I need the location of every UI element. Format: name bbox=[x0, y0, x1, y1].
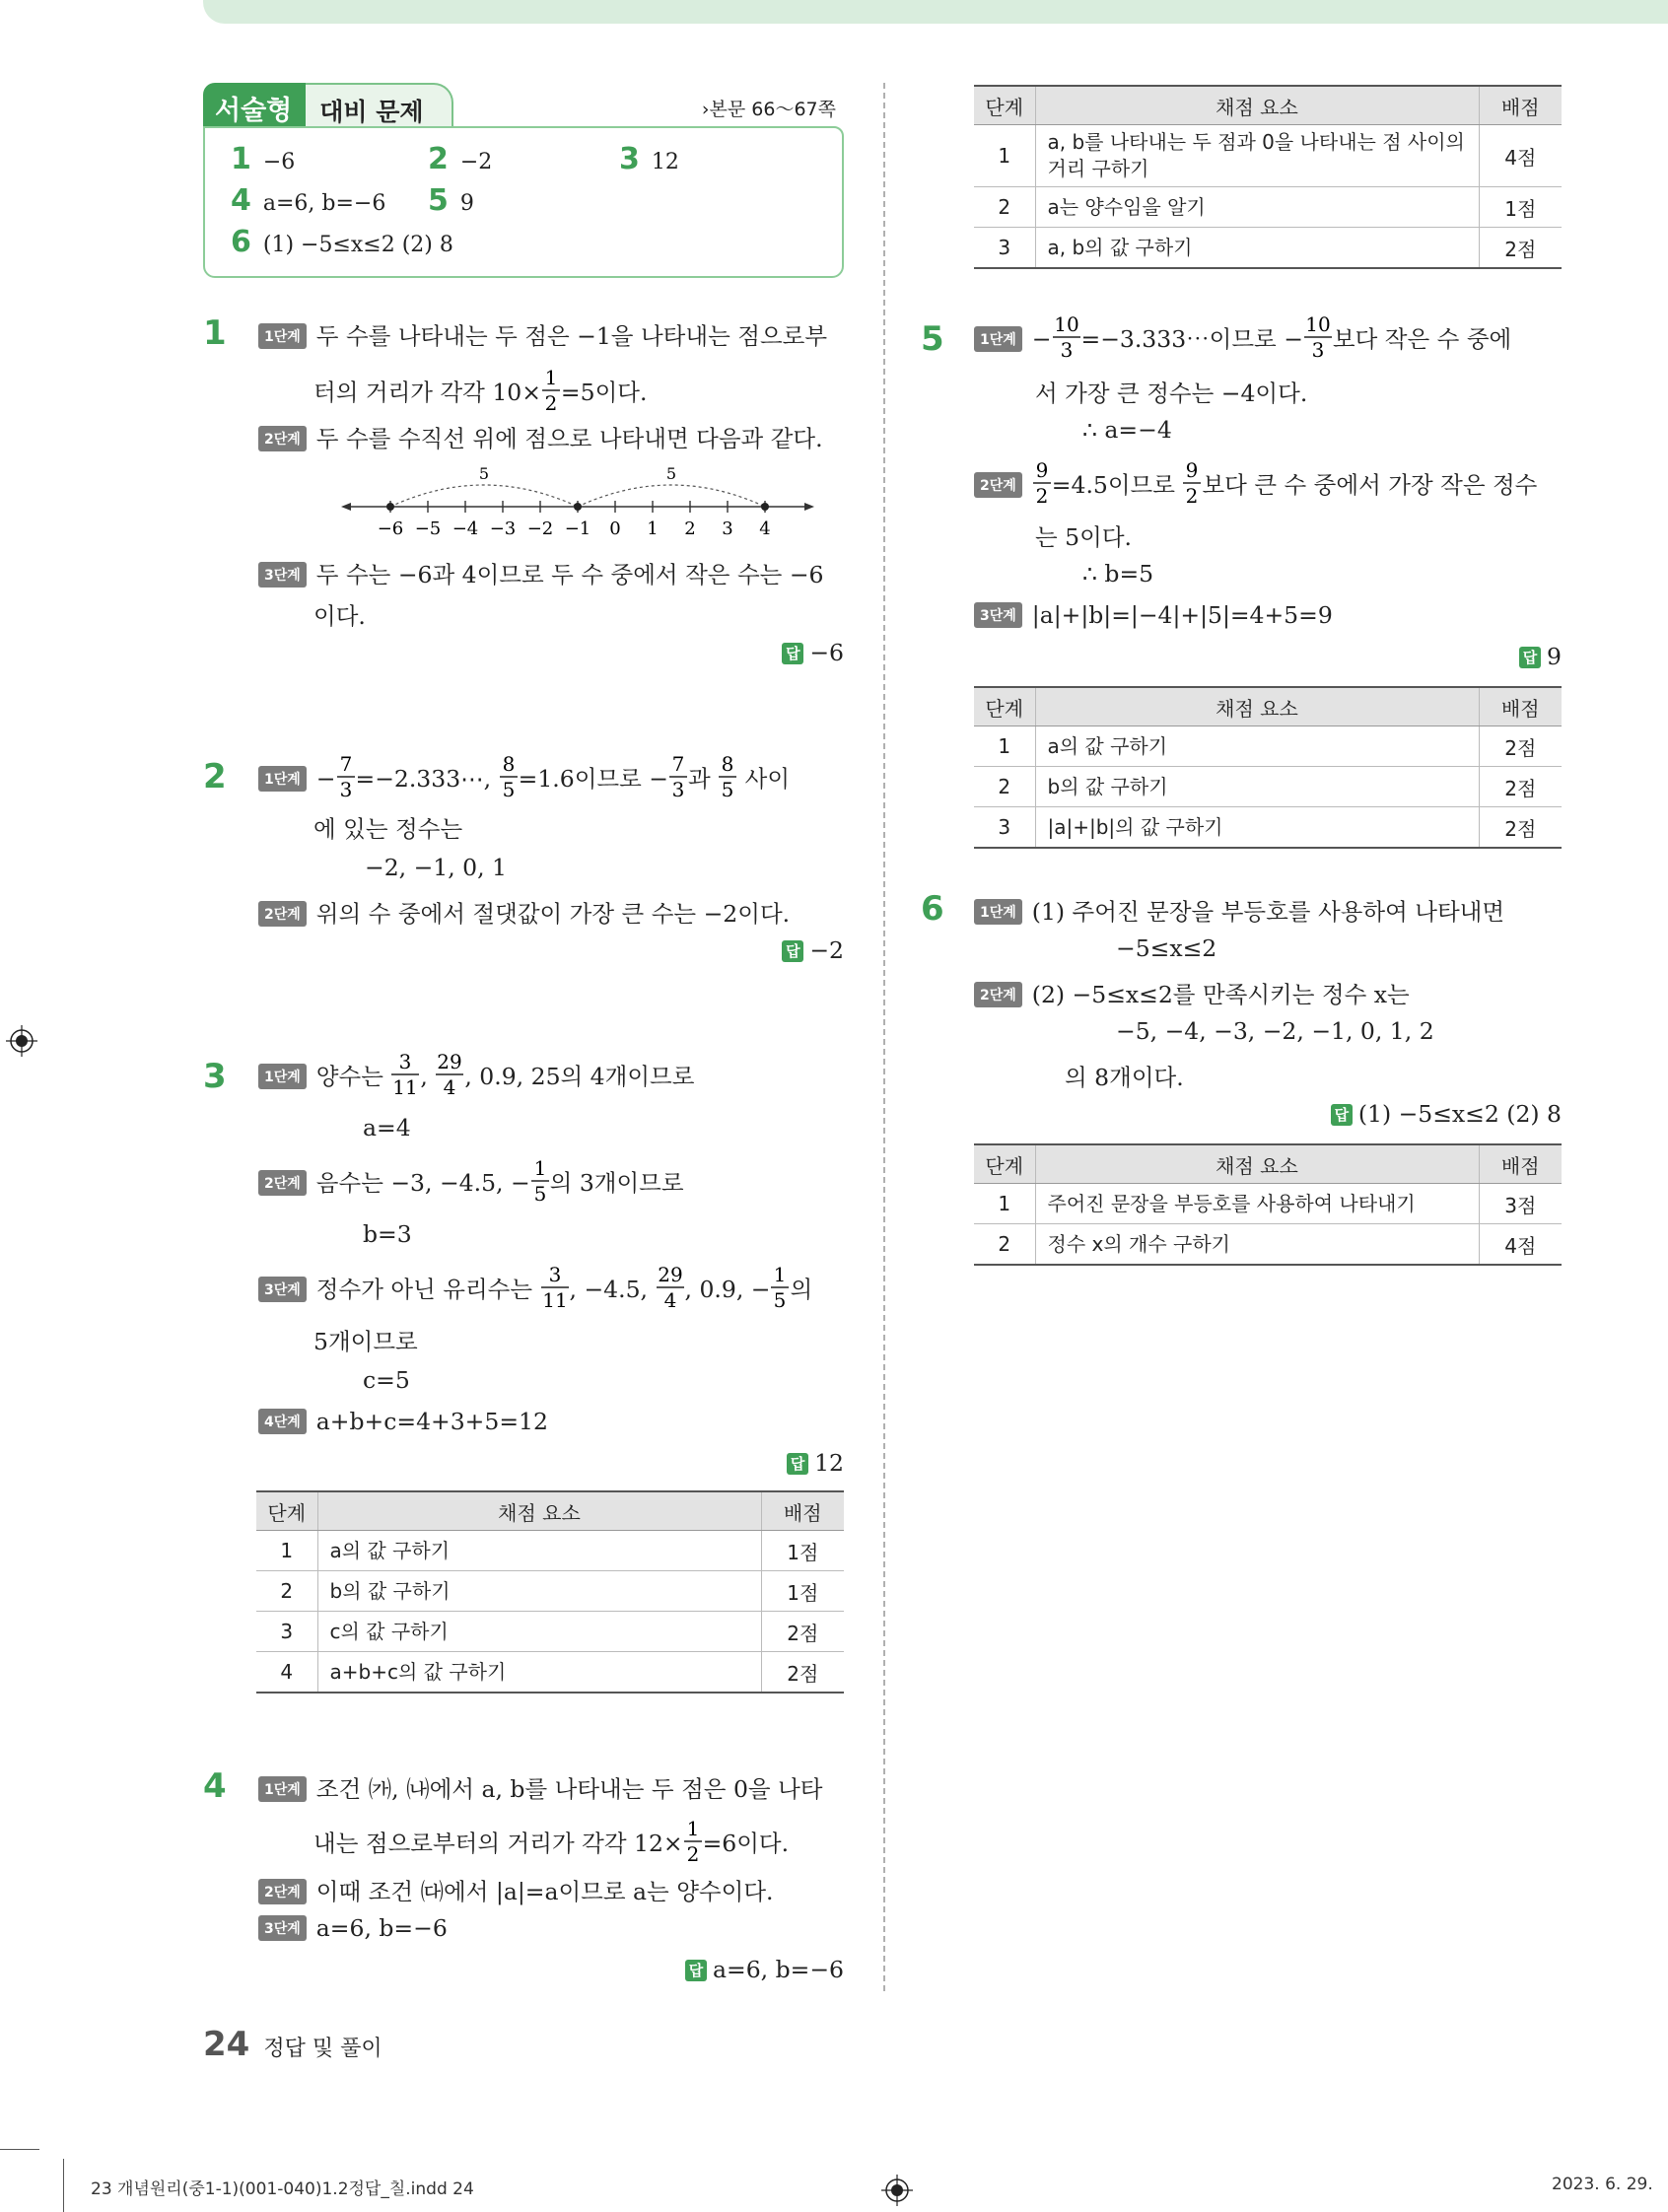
point bbox=[761, 503, 769, 511]
summary-item: 5 9 bbox=[428, 183, 474, 218]
answer: 답 −2 bbox=[782, 936, 844, 964]
solution-line: 2단계 위의 수 중에서 절댓값이 가장 큰 수는 −2이다. bbox=[258, 895, 790, 929]
table-row: 4 a+b+c의 값 구하기 2점 bbox=[256, 1652, 844, 1694]
solution-line: 3단계 두 수는 −6과 4이므로 두 수 중에서 작은 수는 −6 bbox=[258, 556, 823, 589]
svg-text:1: 1 bbox=[774, 1264, 787, 1286]
answer: 답 −6 bbox=[782, 639, 844, 666]
svg-text:2: 2 bbox=[686, 1842, 699, 1866]
tick-label: −1 bbox=[564, 518, 591, 539]
fraction bbox=[530, 1157, 550, 1207]
solution-line: 1단계 − 10 3 =−3.333⋯이므로 − 10 3 보다 작은 수 중에 bbox=[974, 313, 1511, 363]
table-row: 2 정수 x의 개수 구하기 4점 bbox=[974, 1224, 1562, 1266]
crop-mark bbox=[0, 2149, 39, 2150]
table-row: 3 c의 값 구하기 2점 bbox=[256, 1612, 844, 1652]
answer: 답 9 bbox=[1519, 643, 1562, 670]
problem-number: 4 bbox=[203, 1766, 227, 1806]
solution-line: 1단계 (1) 주어진 문장을 부등호를 사용하여 나타내면 bbox=[974, 893, 1504, 927]
summary-item: 1 −6 bbox=[231, 142, 296, 176]
summary-tab-sub: 대비 문제 bbox=[306, 83, 452, 128]
summary-tab-main: 서술형 bbox=[203, 83, 306, 128]
fraction bbox=[541, 367, 561, 416]
tick-label: 1 bbox=[647, 518, 659, 539]
svg-text:7: 7 bbox=[671, 753, 685, 776]
table-row: 3 a, b의 값 구하기 2점 bbox=[974, 228, 1562, 269]
svg-text:4: 4 bbox=[443, 1075, 456, 1099]
table-row: 3 |a|+|b|의 값 구하기 2점 bbox=[974, 807, 1562, 849]
fraction bbox=[668, 753, 688, 802]
answer: 답 (1) −5≤x≤2 (2) 8 bbox=[1331, 1100, 1562, 1128]
solution-line: 3단계 정수가 아닌 유리수는 3 11 , −4.5, 29 4 , 0.9, − 1 5 의 bbox=[258, 1264, 812, 1313]
solution-line: 1단계 조건 ㈎, ㈏에서 a, b를 나타내는 두 점은 0을 나타 bbox=[258, 1770, 823, 1804]
svg-text:29: 29 bbox=[657, 1264, 683, 1286]
fraction bbox=[540, 1264, 570, 1313]
svg-text:11: 11 bbox=[392, 1075, 419, 1099]
problem-number: 5 bbox=[921, 319, 944, 359]
svg-text:5: 5 bbox=[774, 1288, 787, 1312]
tick-label: 0 bbox=[609, 518, 621, 539]
page-number: 24 bbox=[203, 2025, 250, 2064]
fraction bbox=[435, 1051, 464, 1100]
svg-text:3: 3 bbox=[1311, 338, 1325, 362]
svg-text:10: 10 bbox=[1305, 313, 1331, 336]
solution-line: 2단계 이때 조건 ㈐에서 |a|=a이므로 a는 양수이다. bbox=[258, 1873, 774, 1906]
answer: 답 a=6, b=−6 bbox=[685, 1956, 844, 1983]
solution-line: 1단계 두 수를 나타내는 두 점은 −1을 나타내는 점으로부 bbox=[258, 317, 827, 351]
solution-line: 내는 점으로부터의 거리가 각각 12× 1 2 =6이다. bbox=[313, 1818, 790, 1866]
svg-text:8: 8 bbox=[721, 753, 734, 776]
problem-number: 2 bbox=[203, 757, 227, 796]
solution-line: 에 있는 정수는 bbox=[313, 815, 463, 843]
solution-line: a=4 bbox=[363, 1114, 411, 1141]
solution-line: 이다. bbox=[313, 602, 366, 630]
svg-text:5: 5 bbox=[502, 778, 515, 801]
solution-line: 4단계 a+b+c=4+3+5=12 bbox=[258, 1408, 548, 1435]
solution-line: 3단계 |a|+|b|=|−4|+|5|=4+5=9 bbox=[974, 601, 1333, 629]
answer-icon: 답 bbox=[787, 1453, 808, 1475]
solution-line: 1단계 양수는 3 11 , 29 4 , 0.9, 25의 4개이므로 bbox=[258, 1051, 694, 1100]
answer: 답 12 bbox=[787, 1449, 844, 1477]
summary-item: 3 12 bbox=[619, 142, 679, 176]
tick-label: −4 bbox=[452, 518, 479, 539]
solution-line: b=3 bbox=[363, 1220, 412, 1248]
svg-text:2: 2 bbox=[544, 391, 558, 415]
svg-text:9: 9 bbox=[1186, 459, 1199, 482]
solution-line: 2단계 (2) −5≤x≤2를 만족시키는 정수 x는 bbox=[974, 976, 1410, 1009]
table-row: 2 b의 값 구하기 2점 bbox=[974, 767, 1562, 807]
solution-line: 2단계 9 2 =4.5이므로 9 2 보다 큰 수 중에서 가장 작은 정수 bbox=[974, 459, 1537, 509]
registration-mark-icon bbox=[6, 1025, 37, 1057]
svg-text:1: 1 bbox=[544, 367, 558, 389]
svg-text:7: 7 bbox=[339, 753, 352, 776]
svg-text:3: 3 bbox=[671, 778, 685, 801]
table-row: 1 주어진 문장을 부등호를 사용하여 나타내기 3점 bbox=[974, 1184, 1562, 1224]
svg-text:3: 3 bbox=[1060, 338, 1073, 362]
svg-text:5: 5 bbox=[533, 1182, 547, 1206]
summary-answers bbox=[203, 126, 844, 278]
solution-line: 5개이므로 bbox=[313, 1328, 418, 1355]
fraction bbox=[1032, 459, 1052, 509]
svg-text:29: 29 bbox=[437, 1051, 463, 1073]
point bbox=[574, 503, 582, 511]
summary-item: 2 −2 bbox=[428, 142, 493, 176]
fraction bbox=[718, 753, 737, 802]
svg-text:2: 2 bbox=[1035, 484, 1049, 508]
fraction bbox=[390, 1051, 420, 1100]
svg-text:3: 3 bbox=[339, 778, 352, 801]
solution-line: −5, −4, −3, −2, −1, 0, 1, 2 bbox=[1116, 1017, 1434, 1045]
table-row: 2 a는 양수임을 알기 1점 bbox=[974, 187, 1562, 228]
tick-label: −6 bbox=[377, 518, 404, 539]
footer-label: 정답 및 풀이 bbox=[263, 2037, 382, 2061]
solution-line: −5≤x≤2 bbox=[1116, 934, 1217, 962]
page-footer bbox=[203, 2025, 382, 2064]
scoring-table: 단계 채점 요소 배점 1 a의 값 구하기 2점 2 b의 값 구하기 2점 3 |a|+|b|의 값 구하기 2점 bbox=[974, 686, 1562, 849]
solution-line: 3단계 a=6, b=−6 bbox=[258, 1914, 448, 1942]
answer-icon: 답 bbox=[1331, 1104, 1353, 1126]
svg-text:5: 5 bbox=[721, 778, 734, 801]
table-row: 2 b의 값 구하기 1점 bbox=[256, 1571, 844, 1612]
tick-label: −2 bbox=[526, 518, 554, 539]
fraction bbox=[1303, 313, 1333, 363]
solution-line: 서 가장 큰 정수는 −4이다. bbox=[1035, 380, 1308, 407]
registration-mark-icon bbox=[881, 2175, 913, 2206]
print-slug: 23 개념원리(중1-1)(001-040)1.2정답_칠.indd 24 bbox=[91, 2179, 474, 2199]
problem-number: 1 bbox=[203, 313, 227, 353]
scoring-table: 단계 채점 요소 배점 1 a, b를 나타내는 두 점과 0을 나타내는 점 사이의 거리 구하기 4점 2 a는 양수임을 알기 1점 3 a, b의 값 구하기 2점 bbox=[974, 85, 1562, 269]
page-reference: ›본문 66～67쪽 bbox=[701, 99, 836, 120]
fraction bbox=[770, 1264, 790, 1313]
solution-line: 의 8개이다. bbox=[1065, 1064, 1184, 1091]
table-row: 1 a의 값 구하기 2점 bbox=[974, 726, 1562, 767]
solution-line: ∴ a=−4 bbox=[1082, 416, 1172, 444]
solution-line: −2, −1, 0, 1 bbox=[365, 854, 508, 881]
svg-text:3: 3 bbox=[399, 1051, 412, 1073]
crop-mark bbox=[63, 2159, 64, 2212]
table-row: 1 a의 값 구하기 1점 bbox=[256, 1531, 844, 1571]
tick-label: 2 bbox=[684, 518, 696, 539]
fraction bbox=[656, 1264, 685, 1313]
tick-label: −5 bbox=[414, 518, 442, 539]
tick-label: −3 bbox=[489, 518, 517, 539]
svg-text:4: 4 bbox=[663, 1288, 676, 1312]
svg-text:3: 3 bbox=[548, 1264, 561, 1286]
problem-number: 6 bbox=[921, 889, 944, 929]
arc-label: 5 bbox=[478, 464, 490, 483]
svg-text:8: 8 bbox=[502, 753, 515, 776]
svg-text:10: 10 bbox=[1053, 313, 1079, 336]
solution-line: 터의 거리가 각각 10× 1 2 =5이다. bbox=[313, 367, 648, 415]
number-line bbox=[341, 463, 814, 542]
table-row: 1 a, b를 나타내는 두 점과 0을 나타내는 점 사이의 거리 구하기 4점 bbox=[974, 125, 1562, 187]
print-date: 2023. 6. 29. bbox=[1552, 2175, 1653, 2194]
column-divider bbox=[883, 83, 885, 1991]
solution-line: 2단계 두 수를 수직선 위에 점으로 나타내면 다음과 같다. bbox=[258, 420, 823, 453]
solution-line: 2단계 음수는 −3, −4.5, − 1 5 의 3개이므로 bbox=[258, 1157, 684, 1207]
fraction bbox=[683, 1818, 703, 1867]
tick-label: 3 bbox=[722, 518, 733, 539]
solution-line: 1단계 − 7 3 =−2.333⋯, 8 5 =1.6이므로 − 7 3 과 8 5 사이 bbox=[258, 753, 790, 802]
top-band bbox=[203, 0, 1668, 24]
summary-item: 4 a=6, b=−6 bbox=[231, 183, 386, 218]
svg-text:1: 1 bbox=[686, 1818, 699, 1840]
scoring-table: 단계 채점 요소 배점 1 주어진 문장을 부등호를 사용하여 나타내기 3점 2 정수 x의 개수 구하기 4점 bbox=[974, 1143, 1562, 1266]
chevron-right-icon: › bbox=[701, 99, 710, 120]
fraction bbox=[1182, 459, 1202, 509]
solution-line: 는 5이다. bbox=[1035, 523, 1132, 551]
problem-number: 3 bbox=[203, 1057, 227, 1096]
summary-tab bbox=[203, 83, 453, 128]
svg-text:11: 11 bbox=[541, 1288, 568, 1312]
fraction bbox=[1052, 313, 1081, 363]
fraction bbox=[499, 753, 519, 802]
svg-text:2: 2 bbox=[1186, 484, 1199, 508]
answer-icon: 답 bbox=[1519, 647, 1541, 668]
solution-line: ∴ b=5 bbox=[1082, 560, 1154, 588]
solution-line: c=5 bbox=[363, 1366, 410, 1394]
scoring-table: 단계 채점 요소 배점 1 a의 값 구하기 1점 2 b의 값 구하기 1점 3 c의 값 구하기 2점 4 a+b+c의 값 구하기 2점 bbox=[256, 1490, 844, 1694]
svg-text:1: 1 bbox=[533, 1157, 547, 1180]
point bbox=[386, 503, 394, 511]
fraction bbox=[336, 753, 356, 802]
answer-icon: 답 bbox=[782, 940, 803, 962]
answer-icon: 답 bbox=[782, 643, 803, 664]
summary-item: 6 (1) −5≤x≤2 (2) 8 bbox=[231, 225, 453, 259]
answer-icon: 답 bbox=[685, 1960, 707, 1981]
summary-box bbox=[203, 83, 844, 278]
tick-label: 4 bbox=[759, 518, 771, 539]
arc-label: 5 bbox=[665, 464, 677, 483]
svg-text:9: 9 bbox=[1035, 459, 1049, 482]
